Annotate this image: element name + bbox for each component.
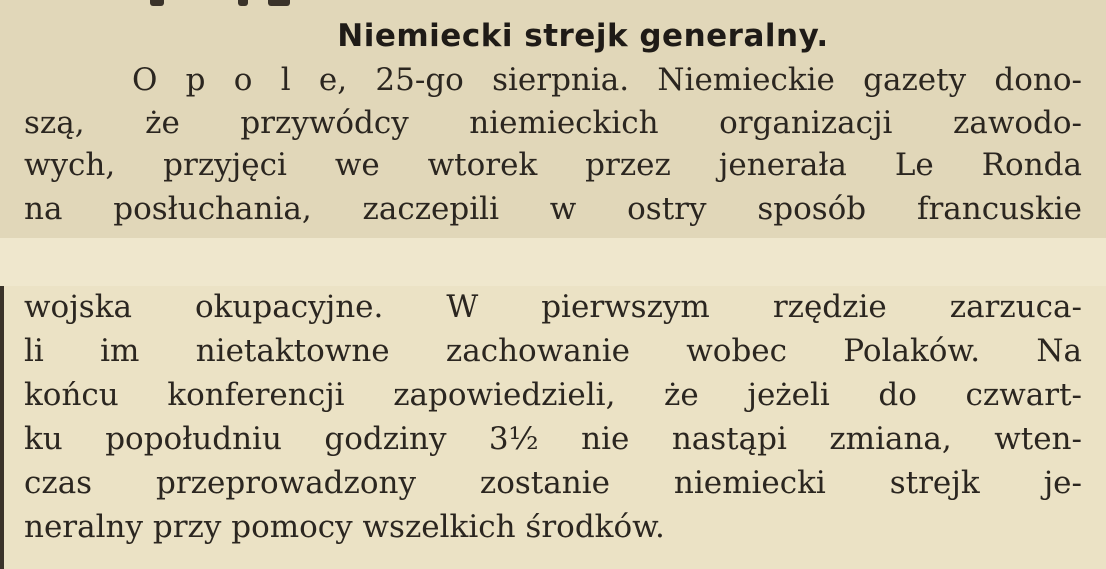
article-line: szą, że przywódcy niemieckich organizacji zawodo- <box>24 105 1082 141</box>
article-line: na posłuchania, zaczepili w ostry sposób francuskie <box>24 191 1082 227</box>
article-line: li im nietaktowne zachowanie wobec Polaków. Na <box>24 333 1082 369</box>
cut-off-previous-line <box>0 0 1106 8</box>
article-line: czas przeprowadzony zostanie niemiecki strejk je- <box>24 465 1082 501</box>
article-headline: Niemiecki strejk generalny. <box>337 18 829 54</box>
clipping-gap <box>0 238 1106 286</box>
article-line: wojska okupacyjne. W pierwszym rzędzie zarzuca- <box>24 289 1082 325</box>
clipping-edge-shadow <box>0 286 4 569</box>
article-line: neralny przy pomocy wszelkich środków. <box>24 509 665 545</box>
article-line: ku popołudniu godziny 3½ nie nastąpi zmiana, wten- <box>24 421 1082 457</box>
article-line: końcu konferencji zapowiedzieli, że jeżeli do czwart- <box>24 377 1082 413</box>
article-line: wych, przyjęci we wtorek przez jenerała Le Ronda <box>24 147 1082 183</box>
article-line: O p o l e, 25-go sierpnia. Niemieckie gazety dono- <box>132 62 1082 98</box>
